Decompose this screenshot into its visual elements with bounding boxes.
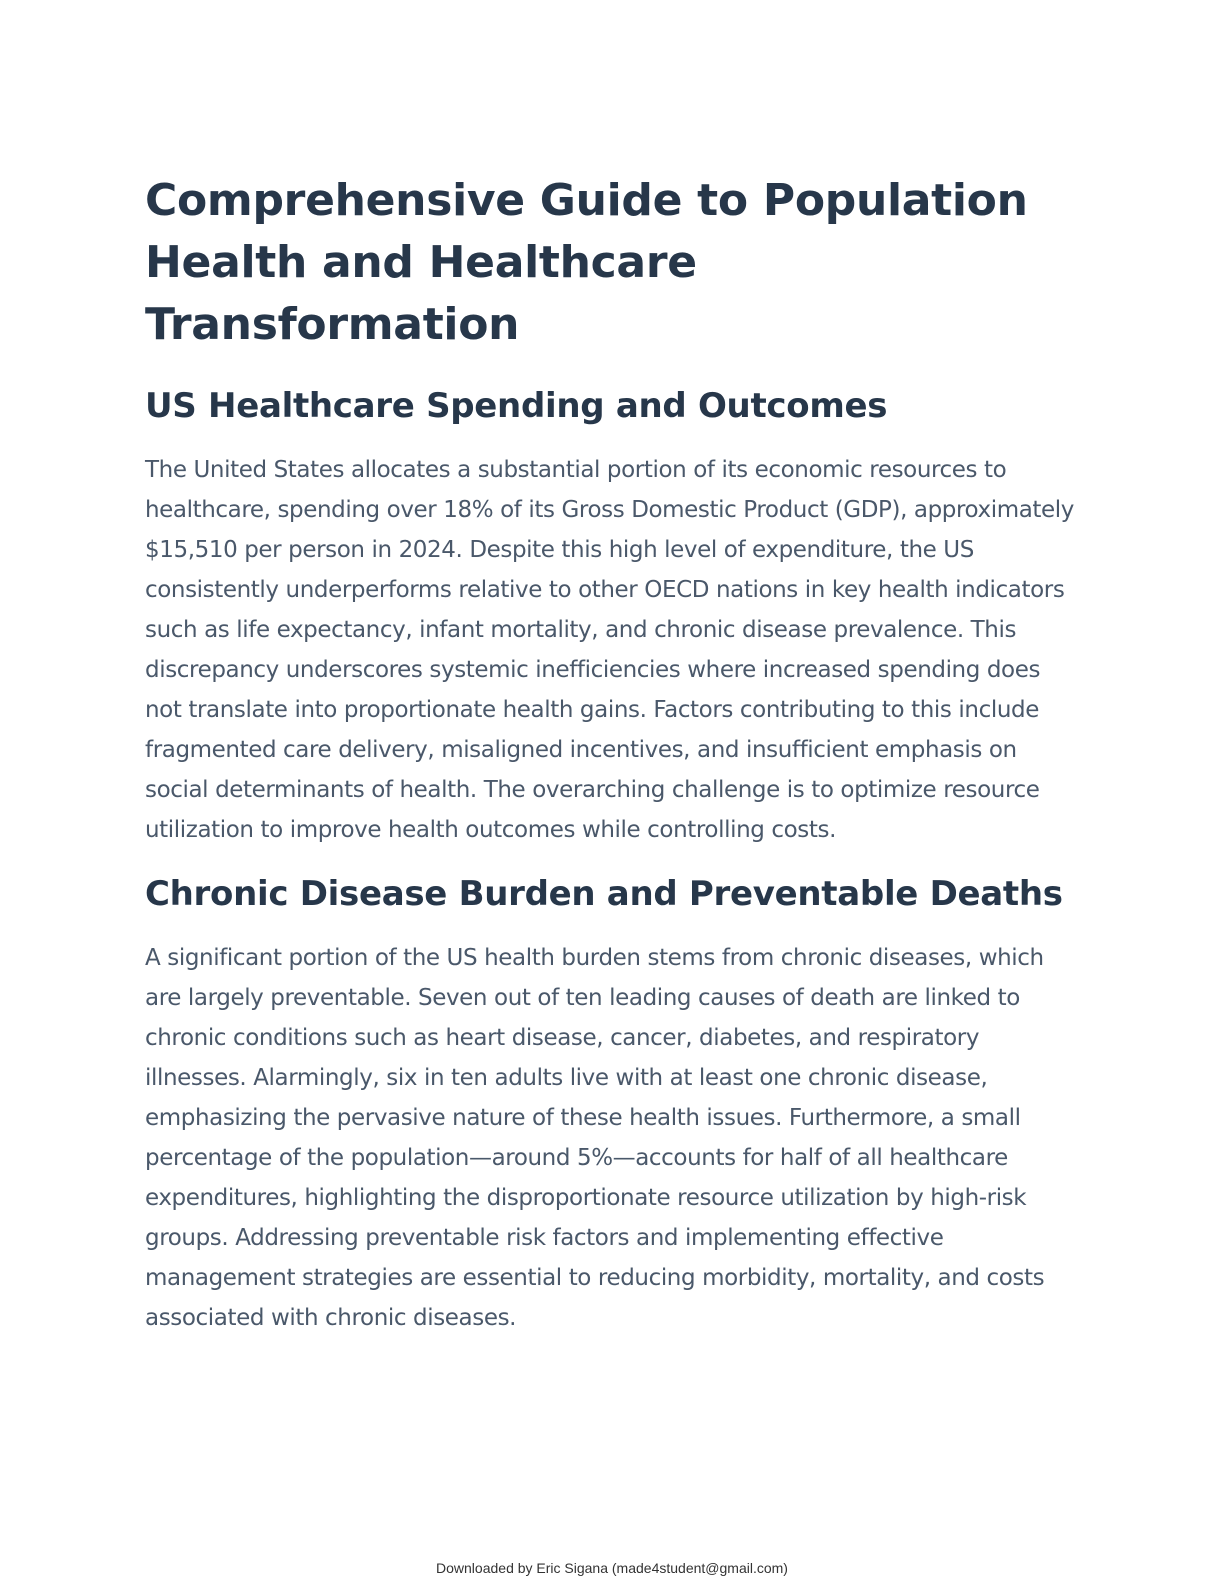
document-title: Comprehensive Guide to Population Health and Healthcare Transformation [145, 175, 1028, 350]
section-heading-chronic-disease: Chronic Disease Burden and Preventable Deaths [145, 874, 1063, 914]
section-heading-spending: US Healthcare Spending and Outcomes [145, 386, 888, 426]
section-body-spending: The United States allocates a substantial portion of its economic resources to healthcare, spending over 18% of its Gross Domestic Product (GDP), approximately $15,510 per person in 2024. Despite this high level of expenditure, the US consistently underperforms relative to other OECD nations in key health indicators such as life expectancy, infant mortality, and chronic disease prevalence. This discrepancy underscores systemic inefficiencies where increased spending does not translate into proportionate health gains. Factors contributing to this include fragmented care delivery, misaligned incentives, and insufficient emphasis on social determinants of health. The overarching challenge is to optimize resource utilization to improve health outcomes while controlling costs. [145, 457, 1074, 843]
download-footer: Downloaded by Eric Sigana (made4student@gmail.com) [436, 1560, 788, 1576]
document-page [145, 170, 1075, 1360]
section-body-chronic-disease: A significant portion of the US health burden stems from chronic diseases, which are largely preventable. Seven out of ten leading causes of death are linked to chronic conditions such as heart disease, cancer, diabetes, and respiratory illnesses. Alarmingly, six in ten adults live with at least one chronic disease, emphasizing the pervasive nature of these health issues. Furthermore, a small percentage of the population—around 5%—accounts for half of all healthcare expenditures, highlighting the disproportionate resource utilization by high-risk groups. Addressing preventable risk factors and implementing effective management strategies are essential to reducing morbidity, mortality, and costs associated with chronic diseases. [145, 945, 1045, 1331]
